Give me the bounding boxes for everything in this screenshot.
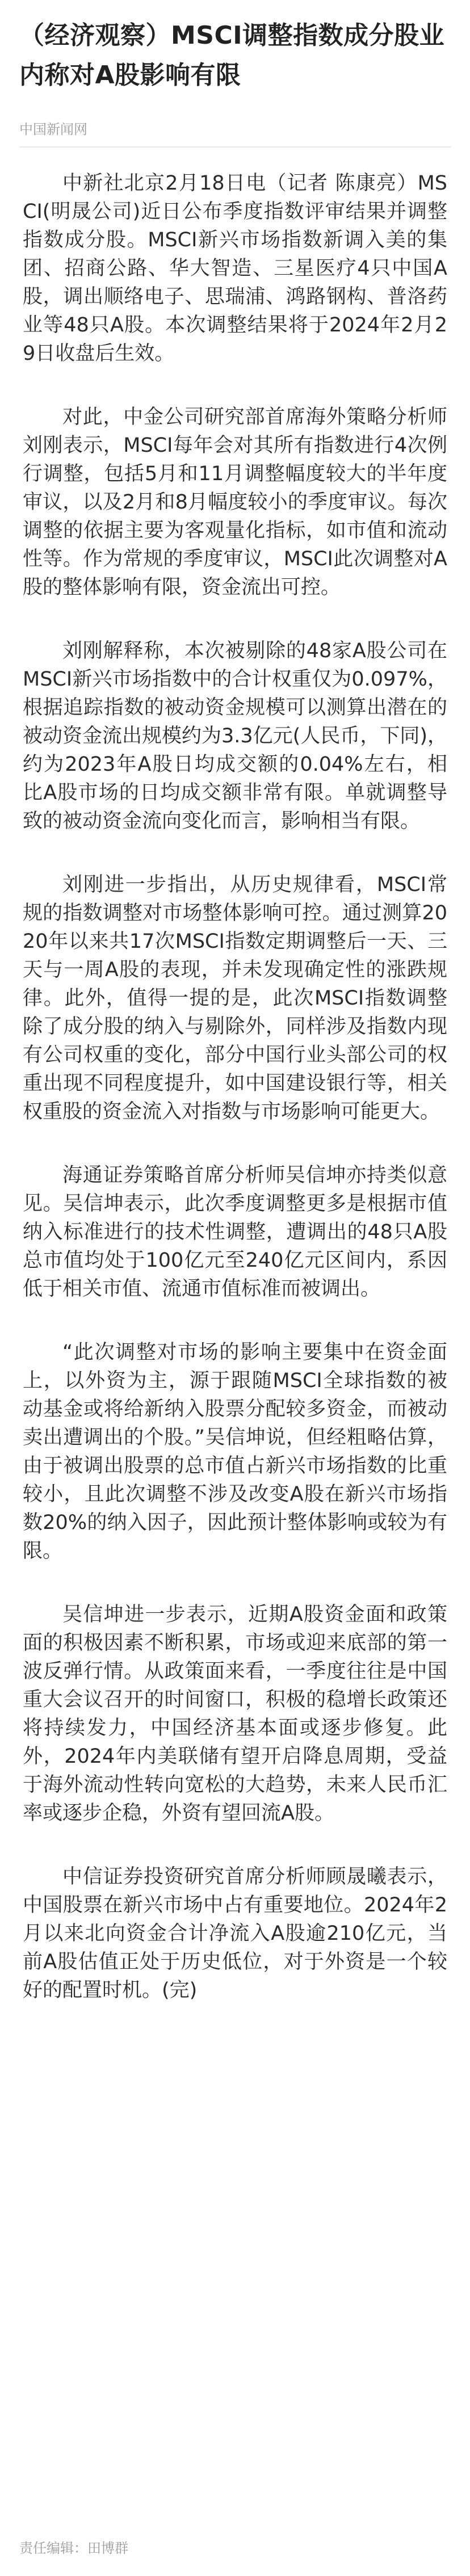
article-body — [19, 169, 451, 2005]
article-paragraph: 刘刚解释称，本次被剔除的48家A股公司在MSCI新兴市场指数中的合计权重仅为0.097%，根据追踪指数的被动资金规模可以测算出潜在的被动资金流出规模约为3.3亿元(人民币，下同)，约为2023年A股日均成交额的0.04%左右，相比A股市场的日均成交额非常有限。单就调整导致的被动资金流向变化而言，影响相当有限。 — [23, 640, 447, 833]
article-paragraph: 对此，中金公司研究部首席海外策略分析师刘刚表示，MSCI每年会对其所有指数进行4次例行调整，包括5月和11月调整幅度较大的半年度审议，以及2月和8月幅度较小的季度审议。每次调整的依据主要为客观量化指标，如市值和流动性等。作为常规的季度审议，MSCI此次调整对A股的整体影响有限，资金流出可控。 — [23, 406, 447, 599]
editor-label: 责任编辑： — [19, 2540, 87, 2556]
article-paragraph: 中新社北京2月18日电（记者 陈康亮）MSCI(明晟公司)近日公布季度指数评审结果并调整指数成分股。MSCI新兴市场指数新调入美的集团、招商公路、华大智造、三星医疗4只中国A股，调出顺络电子、思瑞浦、鸿路钢构、普洛药业等48只A股。本次调整结果将于2024年2月29日收盘后生效。 — [23, 172, 447, 365]
article-source[interactable]: 中国新闻网 — [19, 121, 87, 137]
article-paragraph: 吴信坤进一步表示，近期A股资金面和政策面的积极因素不断积累，市场或迎来底部的第一波反弹行情。从政策面来看，一季度往往是中国重大会议召开的时间窗口，积极的稳增长政策还将持续发力，中国经济基本面或逐步修复。此外，2024年内美联储有望开启降息周期，受益于海外流动性转向宽松的大趋势，未来人民币汇率或逐步企稳，外资有望回流A股。 — [23, 1603, 447, 1825]
article-paragraph: 中信证券投资研究首席分析师顾晟曦表示，中国股票在新兴市场中占有重要地位。2024年2月以来北向资金合计净流入A股逾210亿元，当前A股估值正处于历史低位，对于外资是一个较好的配置时机。(完) — [23, 1865, 447, 2002]
article-title: （经济观察）MSCI调整指数成分股业内称对A股影响有限 — [19, 21, 445, 90]
editor-name: 田博群 — [87, 2540, 128, 2556]
divider — [19, 146, 451, 148]
article-paragraph: “此次调整对市场的影响主要集中在资金面上，以外资为主，源于跟随MSCI全球指数的被动基金或将给新纳入股票分配较多资金，而被动卖出遭调出的个股。”吴信坤说，但经粗略估算，由于被调出股票的总市值占新兴市场指数的比重较小，且此次调整不涉及改变A股在新兴市场指数20%的纳入因子，因此预计整体影响或较为有限。 — [23, 1341, 447, 1562]
article-paragraph: 海通证券策略首席分析师吴信坤亦持类似意见。吴信坤表示，此次季度调整更多是根据市值纳入标准进行的技术性调整，遭调出的48只A股总市值均处于100亿元至240亿元区间内，系因低于相关市值、流通市值标准而被调出。 — [23, 1164, 447, 1300]
editor-credit — [19, 2540, 128, 2557]
article-paragraph: 刘刚进一步指出，从历史规律看，MSCI常规的指数调整对市场整体影响可控。通过测算2020年以来共17次MSCI指数定期调整后一天、三天与一周A股的表现，并未发现确定性的涨跌规律。此外，值得一提的是，此次MSCI指数调整除了成分股的纳入与剔除外，同样涉及指数内现有公司权重的变化，部分中国行业头部公司的权重出现不同程度提升，如中国建设银行等，相关权重股的资金流入对指数与市场影响可能更大。 — [23, 873, 447, 1123]
